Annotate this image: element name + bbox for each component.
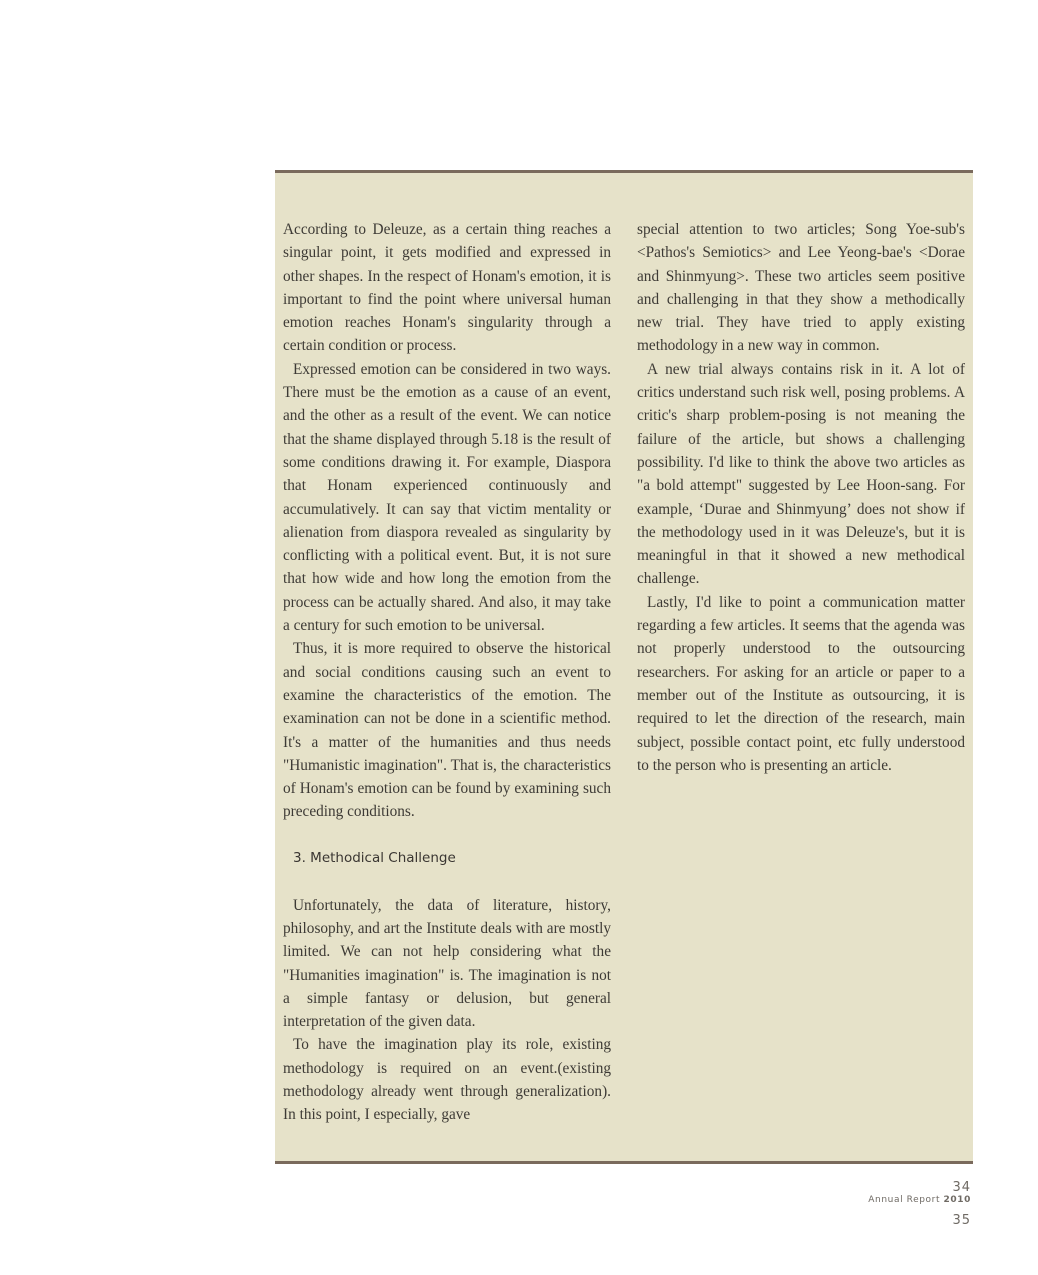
page-number-left: 34 <box>952 1180 971 1195</box>
annual-label: Annual Report <box>868 1195 941 1205</box>
paragraph: special attention to two articles; Song Yoe-sub's <Pathos's Semiotics> and Lee Yeong-bae's <Dorae and Shinmyung>. These two articles seem positive and challenging in that they show a methodically new trial. They have tried to apply existing methodology in a new way in common. <box>637 221 965 355</box>
paragraph: According to Deleuze, as a certain thing reaches a singular point, it gets modified and expressed in other shapes. In the respect of Honam's emotion, it is important to find the point where universal human emotion reaches Honam's singularity through a certain condition or process. <box>283 221 611 355</box>
paragraph: Expressed emotion can be considered in two ways. There must be the emotion as a cause of an event, and the other as a result of the event. We can notice that the shame displayed through 5.18 is the result of some conditions drawing it. For example, Diaspora that Honam experienced continuously and accumulatively. It can say that victim mentality or alienation from diaspora revealed as singularity by conflicting with a political event. But, it is not sure that how wide and how long the emotion from the process can be actually shared. And also, it may take a century for such emotion to be universal. <box>283 360 611 635</box>
left-column <box>283 218 611 1127</box>
page-number-right: 35 <box>952 1213 971 1228</box>
section-heading: 3. Methodical Challenge <box>293 849 456 866</box>
paragraph: A new trial always contains risk in it. A lot of critics understand such risk well, posing problems. A critic's sharp problem-posing is not meaning the failure of the article, but shows a challenging possibility. I'd like to think the above two articles as "a bold attempt" suggested by Lee Hoon-sang. For example, ‘Durae and Shinmyung’ does not show if the methodology used in it was Deleuze's, but it is meaningful in that it showed a new methodical challenge. <box>637 360 965 588</box>
year-label: 2010 <box>943 1195 971 1205</box>
paragraph: Thus, it is more required to observe the historical and social conditions causing such an event to examine the characteristics of the emotion. The examination can not be done in a scientific method. It's a matter of the humanities and thus needs "Humanistic imagination". That is, the characteristics of Honam's emotion can be found by examining such preceding conditions. <box>283 640 611 821</box>
paragraph: Unfortunately, the data of literature, history, philosophy, and art the Institute deals with are mostly limited. We can not help considering what the "Humanities imagination" is. The imagination is not a simple fantasy or delusion, but general interpretation of the given data. <box>283 896 611 1031</box>
right-column <box>637 218 965 777</box>
paragraph: Lastly, I'd like to point a communication matter regarding a few articles. It seems that the agenda was not properly understood to the outsourcing researchers. For asking for an article or paper to a member out of the Institute as outsourcing, it is required to let the direction of the research, main subject, possible contact point, etc fully understood to the person who is presenting an article. <box>637 593 965 774</box>
paragraph: To have the imagination play its role, existing methodology is required on an event.(existing methodology already went through generalization). In this point, I especially, gave <box>283 1036 611 1124</box>
annual-report-label <box>868 1195 971 1205</box>
content-panel <box>275 170 973 1164</box>
